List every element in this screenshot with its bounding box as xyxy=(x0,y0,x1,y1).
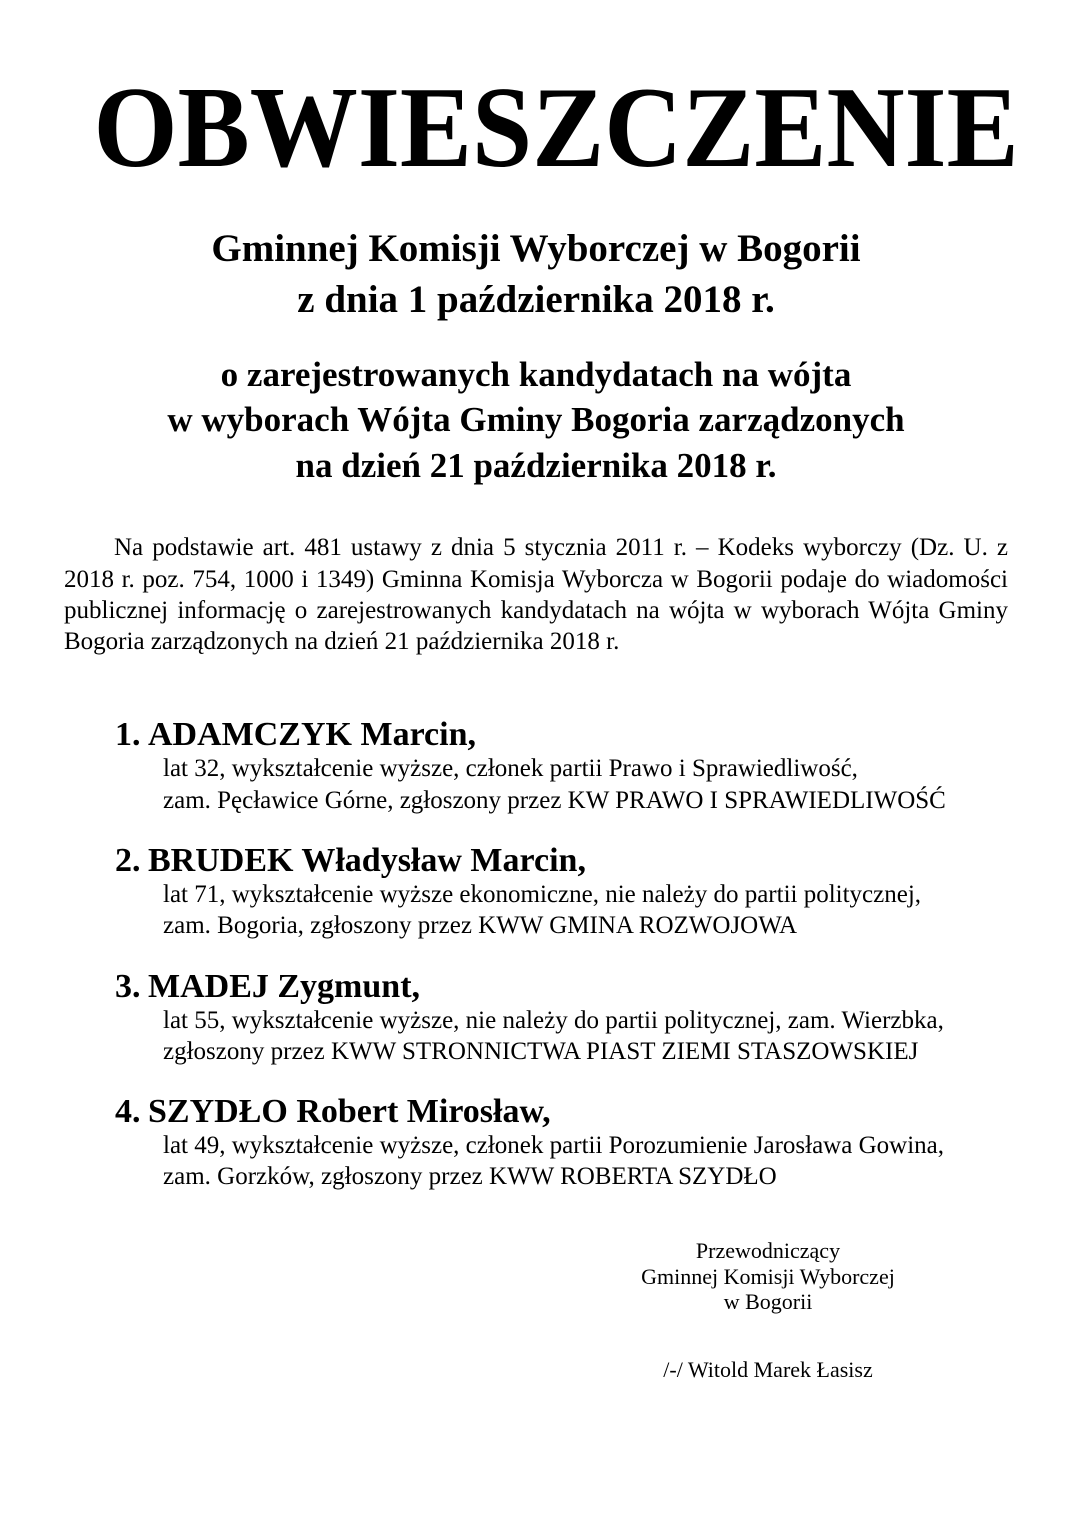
subject-heading-line-2: w wyborach Wójta Gminy Bogoria zarządzonych xyxy=(167,400,905,440)
candidate-details xyxy=(163,1005,1008,1068)
committee-heading-line-1: Gminnej Komisji Wyborczej w Bogorii xyxy=(211,227,861,270)
subject-heading-line-1: o zarejestrowanych kandydatach na wójta xyxy=(220,354,852,394)
candidate-name-row xyxy=(115,1094,1008,1130)
candidate-name-row xyxy=(115,969,1008,1005)
intro-paragraph: Na podstawie art. 481 ustawy z dnia 5 stycznia 2011 r. – Kodeks wyborczy (Dz. U. z 2018 r. poz. 754, 1000 i 1349) Gminna Komisja Wyborcza w Bogorii podaje do wiadomości publicznej informację o zarejestrowanych kandydatach na wójta w wyborach Wójta Gminy Bogoria zarządzonych na dzień 21 października 2018 r. xyxy=(64,534,1008,656)
candidate-item-4 xyxy=(115,1094,1008,1193)
signature-role-line-3: w Bogorii xyxy=(723,1289,813,1315)
document-title xyxy=(64,64,1019,191)
candidate-name: BRUDEK Władysław Marcin, xyxy=(148,841,586,879)
candidate-details xyxy=(163,753,1008,816)
candidate-detail-line: zgłoszony przez KWW STRONNICTWA PIAST ZIEMI STASZOWSKIEJ xyxy=(163,1037,919,1065)
candidate-item-2 xyxy=(115,843,1008,942)
signature-signer: /-/ Witold Marek Łasisz xyxy=(663,1357,873,1383)
candidate-detail-line: lat 71, wykształcenie wyższe ekonomiczne, nie należy do partii politycznej, xyxy=(163,881,922,908)
subject-heading xyxy=(64,352,1008,489)
candidate-item-1 xyxy=(115,717,1008,816)
signature-role-line-1: Przewodniczący xyxy=(695,1237,841,1263)
candidate-name: ADAMCZYK Marcin, xyxy=(148,716,476,754)
candidate-detail-line: lat 32, wykształcenie wyższe, członek partii Prawo i Sprawiedliwość, xyxy=(163,755,858,783)
candidate-name-row xyxy=(115,843,1008,879)
candidate-number: 1. xyxy=(115,716,141,754)
candidate-detail-line: zam. Pęcławice Górne, zgłoszony przez KW PRAWO I SPRAWIEDLIWOŚĆ xyxy=(163,786,946,814)
candidate-number: 2. xyxy=(115,841,141,879)
subject-heading-line-3: na dzień 21 października 2018 r. xyxy=(295,445,777,485)
candidate-number: 3. xyxy=(115,967,141,1005)
document-title-text: OBWIESZCZENIE xyxy=(93,64,1019,191)
candidate-detail-line: zam. Gorzków, zgłoszony przez KWW ROBERTA SZYDŁO xyxy=(163,1163,777,1191)
candidate-detail-line: lat 49, wykształcenie wyższe, członek partii Porozumienie Jarosława Gowina, xyxy=(163,1132,944,1160)
signature-role-line-2: Gminnej Komisji Wyborczej xyxy=(641,1263,895,1289)
committee-heading xyxy=(64,223,1008,326)
committee-heading-line-2: z dnia 1 października 2018 r. xyxy=(297,278,775,322)
candidate-list xyxy=(115,717,1008,1192)
candidate-name-row xyxy=(115,717,1008,753)
candidate-number: 4. xyxy=(115,1093,141,1131)
candidate-name: MADEJ Zygmunt, xyxy=(148,967,421,1005)
candidate-details xyxy=(163,1130,1008,1193)
signature-block xyxy=(618,1238,918,1384)
candidate-details xyxy=(163,879,1008,942)
candidate-detail-line: zam. Bogoria, zgłoszony przez KWW GMINA ROZWOJOWA xyxy=(163,912,798,940)
candidate-item-3 xyxy=(115,969,1008,1068)
candidate-detail-line: lat 55, wykształcenie wyższe, nie należy do partii politycznej, zam. Wierzbka, xyxy=(163,1006,944,1034)
candidate-name: SZYDŁO Robert Mirosław, xyxy=(148,1093,551,1131)
